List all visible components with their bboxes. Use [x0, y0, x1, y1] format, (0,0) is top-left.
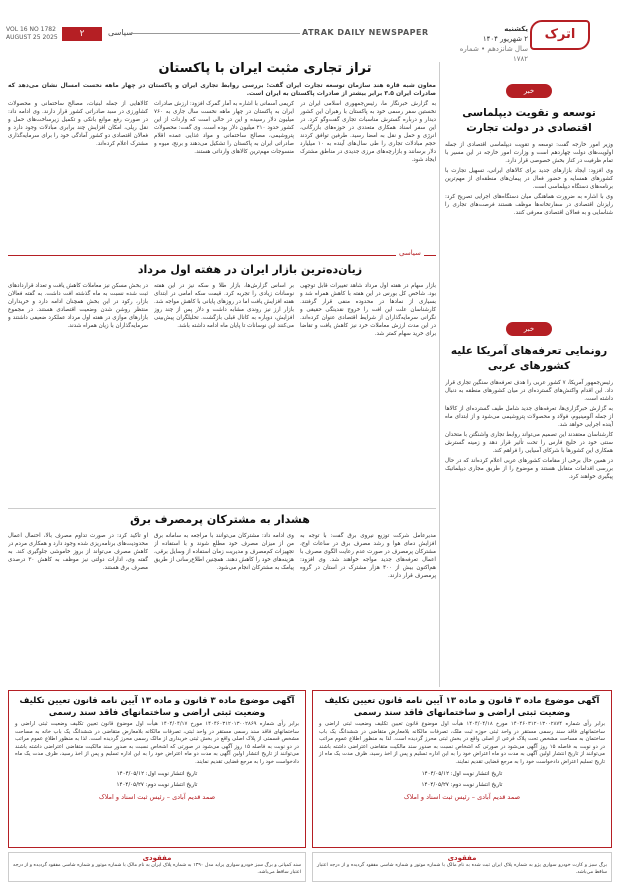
volume-info	[6, 26, 62, 42]
second-story-col-3: در بخش مسکن نیز معاملات کاهش یافت و تعداد قراردادهای ثبت شده نسبت به ماه گذشته افت داشت. به گفته فعالان بازار، رکود در این بخش همچنان ادامه دارد و خریداران منتظر روشن شدن وضعیت اقتصادی هستند. در مجموع بازارهای موازی در هفته اول مرداد عملکرد ضعیفی داشتند و سرمایه‌گذاران با زیان همراه شدند.	[8, 283, 148, 329]
header-date	[458, 24, 528, 64]
notice-date-2: تاریخ انتشار نوبت دوم: ۱۴۰۴/۰۵/۲۷	[421, 781, 503, 788]
paragraph: وی با اشاره به ضرورت هماهنگی میان دستگاه‌های اجرایی تصریح کرد: رایزنان اقتصادی در سفارتخانه‌ها موظف هستند فرصت‌های تجاری را شناسایی و به فعالان اقتصادی معرفی کنند.	[445, 194, 613, 216]
english-date: AUGUST 25 2025	[6, 34, 58, 41]
column-divider	[439, 62, 440, 687]
paragraph: در همین حال برخی از مقامات کشورهای عربی اعلام کرده‌اند که در حال بررسی اقدامات متقابل هستند و موضوع را از طریق مجاری دیپلماتیک پیگیری خواهند کرد.	[445, 458, 613, 480]
top-story-col-2: کریمی آسمانی با اشاره به آمار گمرک افزود: ارزش صادرات ایران به پاکستان در چهار ماهه نخست سال جاری به ۷۶۰ میلیون دلار رسیده و این در حالی است که واردات از این کشور حدود ۲۱۰ میلیون دلار بوده است. وی گفت: محصولات پتروشیمی، مصالح ساختمانی و مواد غذایی عمده اقلام صادراتی ایران به پاکستان را تشکیل می‌دهند و برنج، میوه و منسوجات مهم‌ترین کالاهای وارداتی هستند.	[154, 101, 294, 155]
second-story-col-1: بازار سهام در هفته اول مرداد شاهد تغییرات قابل توجهی بود. شاخص کل بورس در این هفته با کاهش همراه شد و بسیاری از نمادها در محدوده منفی قرار گرفتند. کارشناسان علت این افت را خروج نقدینگی حقیقی و نگرانی سرمایه‌گذاران از شرایط اقتصادی عنوان کرده‌اند. در این مدت ارزش معاملات خرد نیز کاهش یافت و تقاضا برای خرید سهام کمتر شد.	[300, 283, 436, 337]
right-column	[445, 62, 613, 687]
section-name: سیاسی	[108, 28, 133, 37]
third-story-col-1: مدیرعامل شرکت توزیع نیروی برق گفت: با توجه به افزایش دمای هوا و رشد مصرف برق در ساعات اوج، مشترکان پرمصرف در صورت عدم رعایت الگوی مصرف با اعمال تعرفه‌های جدید مواجه خواهند شد. وی افزود: هم‌اکنون بیش از ۴۰۰ هزار مشترک در استان در گروه پرمصرف قرار دارند.	[300, 533, 436, 579]
section-label: سیاسی	[396, 249, 424, 257]
third-story-col-2: وی ادامه داد: مشترکان می‌توانند با مراجعه به سامانه برق من از میزان مصرف خود مطلع شوند و با استفاده از تجهیزات کم‌مصرف و مدیریت زمان استفاده از وسایل برقی، هزینه‌های خود را کاهش دهند. همچنین اطلاع‌رسانی از طریق پیامک به مشترکان انجام می‌شود.	[154, 533, 294, 571]
newspaper-logo: اترک	[530, 20, 590, 50]
top-story-col-3: کالاهایی از جمله لبنیات، مصالح ساختمانی و محصولات کشاورزی در سبد صادراتی کشور قرار دارند. وی ادامه داد: در صورت رفع موانع بانکی و تکمیل زیرساخت‌های حمل و نقل ریلی، امکان افزایش چند برابری مبادلات وجود دارد و فعالان اقتصادی دو کشور آمادگی خود را برای سرمایه‌گذاری مشترک اعلام کرده‌اند.	[8, 101, 148, 147]
top-story-title: تراز تجاری مثبت ایران با پاکستان	[158, 61, 372, 76]
notice-body: برابر رأی شماره ۱۴۰۴۶۰۳۱۲۰۱۳۰۰۲۸۶۹ مورخ ۱۴۰۴/۰۴/۱۷ هیأت اول موضوع قانون تعیین تکلیف وضعیت ثبتی اراضی و ساختمانهای فاقد سند رسمی مستقر در واحد ثبتی، تصرفات مالکانه بلامعارض متقاضی در ششدانگ یک باب خانه به مساحت مشخص قسمتی از پلاک اصلی واقع در بخش ثبتی خریداری از مالک رسمی محرز گردیده است. لذا به منظور اطلاع عموم مراتب در دو نوبت به فاصله ۱۵ روز آگهی می‌شود در صورتی که اشخاص نسبت به صدور سند مالکیت متقاضی اعتراضی داشته باشند می‌توانند از تاریخ انتشار اولین آگهی به مدت دو ماه اعتراض خود را به این اداره تسلیم و پس از اخذ رسید، ظرف مدت یک ماه دادخواست خود را به مرجع قضایی تقدیم نمایند.	[15, 721, 299, 765]
persian-date: ۲ شهریور ۱۴۰۴	[482, 35, 528, 43]
third-story-title: هشدار به مشترکان پرمصرف برق	[130, 513, 310, 526]
notice-date-1: تاریخ انتشار نوبت اول: ۱۴۰۴/۰۵/۱۲	[421, 770, 503, 777]
story-economic-diplomacy	[445, 84, 613, 314]
story-separator	[8, 508, 436, 509]
weekday: یکشنبه	[504, 25, 528, 33]
lost-body: برگ سبز و کارت خودرو سواری پژو به شماره پلاک ایران ثبت شده به نام مالک با شماره موتور و شماره شاسی مفقود گردیده و از درجه اعتبار ساقط می‌باشد.	[317, 863, 607, 875]
legal-notice-right	[312, 690, 612, 848]
story-body	[445, 141, 613, 217]
top-story-col-1: به گزارش خبرنگار ما، رئیس‌جمهوری اسلامی ایران در نخستین سفر رسمی خود به پاکستان با رهبران این کشور دیدار و درباره گسترش مناسبات تجاری گفت‌وگو کرد. در این سفر اسناد همکاری متعددی در حوزه‌های بازرگانی، انرژی و حمل و نقل به امضا رسید. طرفین توافق کردند حجم مبادلات تجاری را طی سال‌های آینده به ۱۰ میلیارد دلار برسانند و بازارچه‌های مرزی جدیدی در مناطق مشترک ایجاد شود.	[300, 101, 436, 163]
notice-signer: صمد قدیم آبادی – رئیس ثبت اسناد و املاک	[403, 792, 521, 801]
notice-title: آگهی موضوع ماده ۳ قانون و ماده ۱۳ آیین نامه قانون تعیین تکلیف وضعیت ثبتی اراضی و ساختمانهای فاقد سند رسمی	[324, 696, 600, 718]
legal-notice-left	[8, 690, 306, 848]
paper-name: ATRAK DAILY NEWSPAPER	[302, 28, 429, 37]
news-badge: خبر	[506, 84, 552, 98]
page-header	[0, 0, 620, 63]
section-divider	[8, 255, 436, 256]
header-rule	[130, 33, 300, 34]
notice-signer: صمد قدیم آبادی – رئیس ثبت اسناد و املاک	[98, 792, 216, 801]
paragraph: به گزارش خبرگزاری‌ها، تعرفه‌های جدید شامل طیف گسترده‌ای از کالاها از جمله آلومینیوم، فولاد و محصولات پتروشیمی می‌شود و از ابتدای ماه آینده اجرایی خواهد شد.	[445, 406, 613, 428]
lost-title: مفقودی	[142, 854, 172, 862]
story-title: رونمایی تعرفه‌های آمریکا علیه کشورهای عربی	[450, 345, 608, 372]
paragraph: رئیس‌جمهور آمریکا، ۷ کشور عربی را هدف تعرفه‌های سنگین تجاری قرار داد. این اقدام واکنش‌های گسترده‌ای در میان کشورهای منطقه به دنبال داشته است.	[445, 380, 613, 402]
third-story-col-3: او تأکید کرد: در صورت تداوم مصرف بالا، احتمال اعمال محدودیت‌های برنامه‌ریزی شده وجود دارد و همکاری مردم در کاهش مصرف می‌تواند از بروز خاموشی جلوگیری کند. به گفته وی، ادارات دولتی نیز موظف به کاهش ۳۰ درصدی مصرف برق هستند.	[8, 533, 148, 571]
volume-number: VOL 16 NO 1782	[6, 26, 56, 33]
story-title: توسعه و تقویت دیپلماسی اقتصادی در دولت تجارت	[462, 107, 596, 134]
second-story-title: زیان‌ده‌ترین بازار ایران در هفته اول مرداد	[137, 263, 363, 276]
story-us-tariffs	[445, 322, 613, 682]
top-story-lead: معاون شبه قاره هند سازمان توسعه تجارت ایران گفت: بررسی روابط تجاری ایران و پاکستان در چهار ماهه نخست امسال نشان می‌دهد که صادرات ایران ۳.۵ برابر بیشتر از صادرات پاکستان به ایران است.	[8, 82, 436, 97]
paragraph: وزیر امور خارجه گفت: توسعه و تقویت دیپلماسی اقتصادی از جمله اولویت‌های دولت چهاردهم است و وزارت امور خارجه در این مسیر با تمام ظرفیت در کنار بخش خصوصی قرار دارد.	[445, 142, 613, 164]
second-story-col-2: بر اساس گزارش‌ها، بازار طلا و سکه نیز در این هفته نوسانات زیادی را تجربه کرد. قیمت سکه امامی در ابتدای هفته افزایش یافت اما در روزهای پایانی با کاهش مواجه شد. بازار ارز نیز روندی مشابه داشت و دلار پس از چند روز افزایش، دوباره به کانال قبلی بازگشت. تحلیلگران پیش‌بینی می‌کنند این نوسانات تا پایان ماه ادامه داشته باشد.	[154, 283, 294, 329]
story-body	[445, 379, 613, 481]
notice-date-1: تاریخ انتشار نوبت اول: ۱۴۰۴/۰۵/۱۲	[116, 770, 198, 777]
notice-body: برابر رأی شماره ۱۴۰۴۶۰۳۱۲۰۱۳۰۰۲۸۷۴ مورخ ۱۴۰۴/۰۴/۱۸ هیأت اول موضوع قانون تعیین تکلیف وضعیت ثبتی اراضی و ساختمانهای فاقد سند رسمی مستقر در واحد ثبتی حوزه ثبت ملک، تصرفات مالکانه بلامعارض متقاضی در ششدانگ یک باب ساختمان به مساحت مشخص تحت پلاک فرعی از اصلی واقع در بخش ثبتی محرز گردیده است. لذا به منظور اطلاع عموم مراتب در دو نوبت به فاصله ۱۵ روز آگهی می‌شود در صورتی که اشخاص نسبت به صدور سند مالکیت متقاضی اعتراضی داشته باشند می‌توانند از تاریخ انتشار اولین آگهی به مدت دو ماه اعتراض خود را به این اداره تسلیم و پس از اخذ رسید، ظرف مدت یک ماه از تاریخ تسلیم اعتراض دادخواست خود را به مرجع قضایی تقدیم نمایند.	[319, 721, 605, 765]
paragraph: کارشناسان معتقدند این تصمیم می‌تواند روابط تجاری واشنگتن با متحدان سنتی خود در خلیج فارس را تحت تأثیر قرار دهد و زمینه گسترش همکاری این کشورها با شرکای آسیایی را فراهم کند.	[445, 432, 613, 454]
issue-number: سال شانزدهم • شماره ۱۷۸۲	[459, 45, 528, 63]
notice-title: آگهی موضوع ماده ۳ قانون و ماده ۱۳ آیین نامه قانون تعیین تکلیف وضعیت ثبتی اراضی و ساختمانهای فاقد سند رسمی	[19, 696, 295, 718]
lost-title: مفقودی	[447, 854, 477, 862]
lost-notice-left	[8, 852, 306, 882]
news-badge: خبر	[506, 322, 552, 336]
paragraph: وی افزود: ایجاد بازارهای جدید برای کالاهای ایرانی، تسهیل تجارت با کشورهای همسایه و حضور فعال در پیمان‌های منطقه‌ای از مهم‌ترین برنامه‌های دستگاه دیپلماسی است.	[445, 168, 613, 190]
notice-date-2: تاریخ انتشار نوبت دوم: ۱۴۰۴/۰۵/۲۷	[116, 781, 198, 788]
lost-notice-right	[312, 852, 612, 882]
lost-body: سند کمپانی و برگ سبز خودرو سواری پراید مدل ۱۳۹۰ به شماره پلاک ایران به نام مالک با شماره موتور و شماره شاسی مفقود گردیده و از درجه اعتبار ساقط می‌باشد.	[13, 863, 301, 875]
page-number: ۲	[62, 27, 102, 41]
